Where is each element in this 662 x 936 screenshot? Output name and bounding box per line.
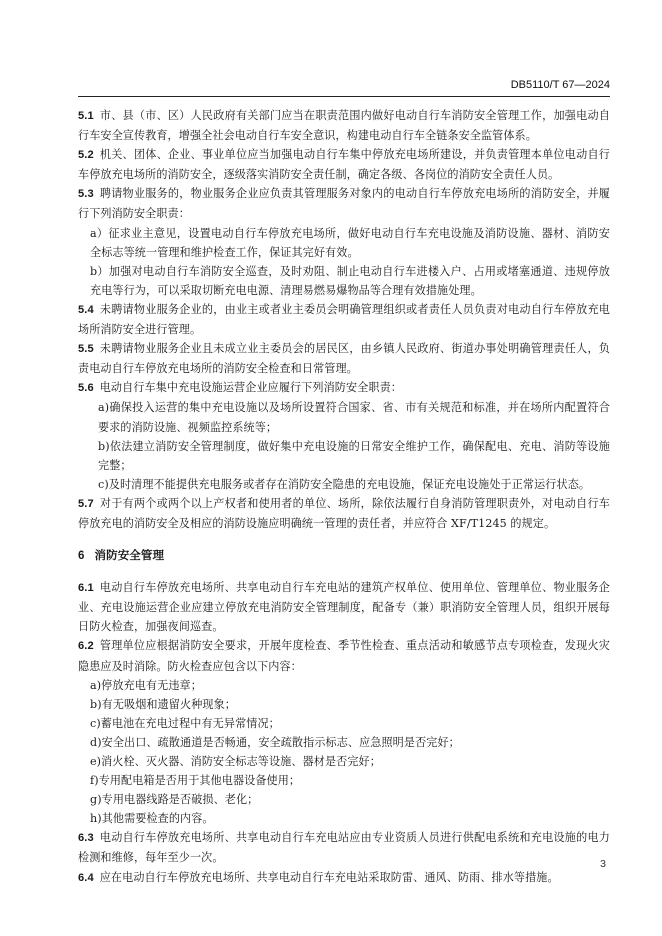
clause-text: 应在电动自行车停放充电场所、共享电动自行车充电站采取防雷、通风、防雨、排水等措施。 (99, 870, 559, 884)
section-title: 消防安全管理 (94, 550, 165, 563)
clause (78, 184, 610, 223)
list-item-text: 专用配电箱是否用于其他电器设备使用； (98, 774, 301, 788)
list-item (78, 676, 610, 695)
clause-number: 5.3 (78, 188, 94, 201)
clause-number: 5.4 (78, 303, 94, 316)
clause-number: 6.4 (78, 871, 94, 884)
list-item-text: 专用电器线路是否破损、老化； (101, 793, 259, 807)
list-item-label: a） (90, 226, 109, 240)
clause-number: 5.1 (78, 110, 94, 122)
list-item-text: 加强对电动自行车消防安全巡查，及时劝阻、制止电动自行车进楼入户、占用或堵塞通道、违规停放充电等行为，可以采取切断充电电源、清理易燃易爆物品等合理有效措施处理。 (90, 264, 611, 297)
list-item-text: 征求业主意见，设置电动自行车停放充电场所，做好电动自行车充电设施及消防设施、器材、消防安全标志等统一管理和维护检查工作，保证其完好有效。 (90, 226, 610, 259)
list-item (78, 224, 610, 262)
clause-number: 6.3 (78, 832, 94, 845)
list-item-label: b) (98, 439, 110, 453)
list-item-text: 其他需要检查的内容。 (101, 812, 214, 826)
clause-number: 5.6 (78, 382, 94, 395)
items-5-3 (78, 224, 610, 300)
list-item-label: b） (90, 264, 109, 278)
section-number: 6 (78, 550, 85, 563)
clause (78, 106, 610, 145)
clause (78, 378, 610, 398)
clause-text: 电动自行车停放充电场所、共享电动自行车充电站的建筑产权单位、使用单位、管理单位、物业服务企业、充电设施运营企业应建立停放充电消防安全管理制度，配备专（兼）职消防安全管理人员，组织开展每日防火检查，加强夜间巡查。 (78, 581, 610, 634)
clause-number: 5.2 (78, 149, 94, 162)
clause-text: 未聘请物业服务企业的，由业主或者业主委员会明确管理组织或者责任人员负责对电动自行车停放充电场所消防安全进行管理。 (78, 302, 610, 337)
list-item-label: h) (90, 812, 102, 826)
clause (78, 145, 610, 184)
page-number: 3 (600, 858, 606, 870)
clause-text: 对于有两个或两个以上产权者和使用者的单位、场所，除依法履行自身消防管理职责外，对电动自行车停放充电的消防安全及相应的消防设施应明确统一管理的责任者，并应符合 XF/T1245 的规定。 (78, 496, 610, 530)
clause-text: 管理单位应根据消防安全要求，开展年度检查、季节性检查、重点活动和敏感节点专项检查，发现火灾隐患应及时消除。防火检查应包含以下内容： (78, 639, 610, 673)
list-item-label: g) (90, 793, 102, 807)
clause (78, 868, 610, 888)
list-item (78, 809, 610, 828)
list-item-label: a) (98, 401, 110, 415)
clause-number: 6.1 (78, 582, 94, 595)
document-code: DB5110/T 67—2024 (510, 79, 610, 91)
list-item (78, 695, 610, 714)
list-item-text: 安全出口、疏散通道是否畅通，安全疏散指示标志、应急照明是否完好； (101, 735, 460, 749)
clauses-5-1-to-5-3 (78, 106, 610, 224)
list-item-text: 消火栓、灭火器、消防安全标志等设施、器材是否完好； (101, 755, 381, 768)
list-item-text: 停放充电有无违章； (101, 678, 202, 692)
list-item (78, 714, 610, 733)
list-item-label: c) (98, 477, 109, 491)
list-item (78, 790, 610, 809)
list-item (78, 475, 610, 494)
page-content (78, 106, 610, 888)
clause (78, 636, 610, 675)
list-item (78, 733, 610, 752)
clause-text: 未聘请物业服务企业且未成立业主委员会的居民区，由乡镇人民政府、街道办事处明确管理责任人，负责电动自行车停放充电场所的消防安全检查和日常管理。 (78, 342, 610, 376)
section-6-heading (78, 547, 610, 566)
clause (78, 339, 610, 378)
clauses-5-4-to-5-6 (78, 300, 610, 398)
list-item (78, 398, 610, 436)
list-item-label: e) (90, 755, 102, 768)
clause-number: 5.5 (78, 343, 94, 356)
clause-text: 机关、团体、企业、事业单位应当加强电动自行车集中停放充电场所建设，并负责管理本单位电动自行车停放充电场所的消防安全，逐级落实消防安全责任制，确定各级、各岗位的消防安全责任人员。 (78, 148, 610, 182)
clause-number: 6.2 (78, 640, 94, 653)
list-item-label: a) (90, 678, 102, 692)
list-item-text: 及时清理不能提供充电服务或者存在消防安全隐患的充电设施，保证充电设施处于正常运行状态。 (108, 477, 591, 491)
list-item (78, 262, 610, 300)
clause-text: 聘请物业服务的，物业服务企业应负责其管理服务对象内的电动自行车停放充电场所的消防安全，并履行下列消防安全职责： (78, 187, 610, 221)
list-item-label: c) (90, 716, 101, 730)
list-item-text: 依法建立消防安全管理制度，做好集中充电设施的日常安全维护工作，确保配电、充电、消防等设施完整； (98, 439, 610, 472)
list-item-label: f) (90, 774, 99, 788)
list-item-text: 蓄电池在充电过程中有无异常情况； (100, 716, 280, 730)
clause (78, 828, 610, 867)
items-5-6 (78, 398, 610, 493)
list-item-text: 有无吸烟和遗留火种现象； (101, 697, 236, 711)
clauses-6-3-to-6-4 (78, 828, 610, 887)
clause-text: 市、县（市、区）人民政府有关部门应当在职责范围内做好电动自行车消防安全管理工作，加强电动自行车安全宣传教育，增强全社会电动自行车安全意识，构建电动自行车全链条安全监管体系。 (78, 109, 610, 143)
clause-5-7 (78, 494, 610, 533)
list-item-label: d) (90, 735, 102, 749)
header-rule (78, 96, 610, 97)
clauses-6-1-to-6-2 (78, 578, 610, 675)
clause (78, 300, 610, 339)
clause (78, 578, 610, 636)
clause-text: 电动自行车集中充电设施运营企业应履行下列消防安全职责： (99, 381, 402, 395)
list-item (78, 437, 610, 475)
list-item-text: 确保投入运营的集中充电设施以及场所设置符合国家、省、市有关规范和标准，并在场所内配置符合要求的消防设施、视频监控系统等； (98, 401, 610, 434)
list-item (78, 771, 610, 790)
list-item (78, 752, 610, 771)
clause-number: 5.7 (78, 497, 94, 510)
items-6-2 (78, 676, 610, 829)
clause-text: 电动自行车停放充电场所、共享电动自行车充电站应由专业资质人员进行供配电系统和充电设施的电力检测和维修，每年至少一次。 (78, 831, 610, 865)
list-item-label: b) (90, 697, 102, 711)
